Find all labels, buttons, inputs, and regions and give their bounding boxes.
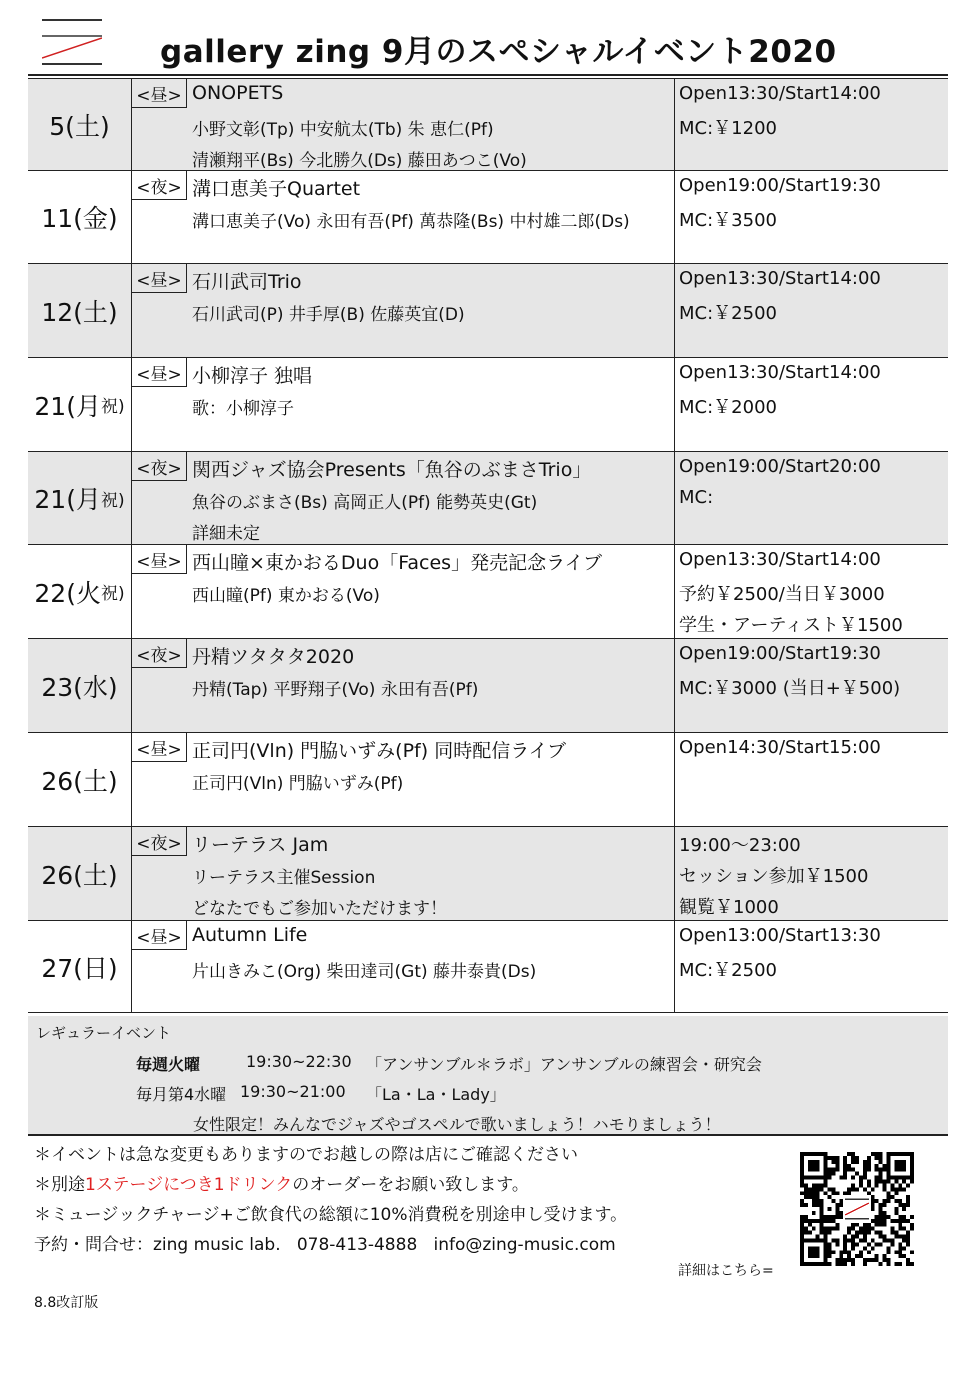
event-row xyxy=(28,264,948,358)
event-time-tag: <夜> xyxy=(132,827,187,856)
contact-info: 予約・問合せ：zing music lab. 078-413-4888 info@zing-music.com xyxy=(34,1235,616,1255)
event-date-main: 26(土) xyxy=(41,860,118,890)
event-date xyxy=(28,921,132,1012)
event-performers: 西山瞳(Pf) 東かおる(Vo) xyxy=(192,586,380,606)
event-time-tag: <昼> xyxy=(132,264,187,293)
event-info-line: MC:￥2500 xyxy=(679,960,777,981)
event-info xyxy=(675,921,948,1012)
event-performers: リーテラス主催Session xyxy=(192,868,376,888)
event-info-line: Open19:00/Start20:00 xyxy=(679,456,881,477)
event-info-line: Open13:30/Start14:00 xyxy=(679,362,881,383)
event-details xyxy=(132,639,675,732)
event-time-tag: <夜> xyxy=(132,452,187,481)
event-time-tag: <昼> xyxy=(132,79,187,108)
event-date-main: 23(水) xyxy=(41,672,118,702)
event-details xyxy=(132,79,675,170)
page-title: gallery zing 9月のスペシャルイベント2020 xyxy=(160,34,837,70)
event-time-tag: <昼> xyxy=(132,358,187,387)
event-info xyxy=(675,733,948,826)
event-time-tag: <夜> xyxy=(132,171,187,200)
event-title: リーテラス Jam xyxy=(192,834,329,856)
event-performers: 丹精(Tap) 平野翔子(Vo) 永田有吾(Pf) xyxy=(192,680,479,700)
event-row xyxy=(28,78,948,171)
event-info-line: Open19:00/Start19:30 xyxy=(679,643,881,664)
event-info-line: MC:￥2500 xyxy=(679,303,777,324)
note-drink-suffix: のオーダーをお願い致します。 xyxy=(292,1175,529,1195)
event-info-line: Open14:30/Start15:00 xyxy=(679,737,881,758)
event-performers: 詳細未定 xyxy=(192,524,260,544)
event-date xyxy=(28,358,132,451)
event-date xyxy=(28,827,132,920)
event-details xyxy=(132,358,675,451)
event-info-line: MC:￥3500 xyxy=(679,210,777,231)
event-date-main: 22(火 xyxy=(34,578,101,608)
event-title: 関西ジャズ協会Presents「魚谷のぶまさTrio」 xyxy=(192,459,592,481)
event-date-main: 26(土) xyxy=(41,766,118,796)
gallery-zing-logo xyxy=(42,18,102,66)
event-info xyxy=(675,452,948,544)
event-performers: 石川武司(P) 井手厚(B) 佐藤英宜(D) xyxy=(192,305,465,325)
event-row xyxy=(28,921,948,1013)
event-info xyxy=(675,171,948,263)
event-info-line: 学生・アーティスト￥1500 xyxy=(679,615,903,636)
regular-note: 女性限定！みんなでジャズやゴスペルで歌いましょう！ハモりましょう！ xyxy=(193,1115,721,1134)
event-date-main: 11(金) xyxy=(41,204,118,233)
event-info-line: MC:￥3000 (当日+￥500) xyxy=(679,678,901,699)
event-row xyxy=(28,358,948,452)
regular-day-2: 毎月第4水曜 xyxy=(136,1085,227,1104)
event-details xyxy=(132,827,675,920)
event-details xyxy=(132,264,675,357)
qr-code[interactable] xyxy=(800,1152,914,1266)
title-rule xyxy=(28,74,948,76)
event-date xyxy=(28,545,132,638)
event-time-tag: <夜> xyxy=(132,639,187,668)
regular-heading: レギュラーイベント xyxy=(36,1024,172,1042)
event-date-holiday: 祝) xyxy=(100,490,125,511)
event-info-line: Open13:30/Start14:00 xyxy=(679,268,881,289)
event-time-tag: <昼> xyxy=(132,733,187,762)
event-time-tag: <昼> xyxy=(132,921,187,950)
event-row xyxy=(28,452,948,545)
event-info-line: Open19:00/Start19:30 xyxy=(679,175,881,196)
event-info xyxy=(675,358,948,451)
event-title: 正司円(Vln) 門脇いずみ(Pf) 同時配信ライブ xyxy=(192,740,567,762)
event-performers: どなたでもご参加いただけます！ xyxy=(192,899,447,919)
event-row xyxy=(28,545,948,639)
event-info xyxy=(675,264,948,357)
regular-desc-1: 「アンサンブル＊ラボ」アンサンブルの練習会・研究会 xyxy=(366,1055,762,1074)
event-date-main: 21(月 xyxy=(34,391,101,421)
event-info-line: MC:￥2000 xyxy=(679,397,777,418)
event-title: 丹精ツタタタ2020 xyxy=(192,646,355,668)
event-info xyxy=(675,545,948,638)
event-date xyxy=(28,733,132,826)
event-info-line: MC: xyxy=(679,487,714,508)
event-info xyxy=(675,827,948,920)
event-title: Autumn Life xyxy=(192,924,308,946)
event-date-holiday: 祝) xyxy=(100,584,125,604)
event-info-line: 予約￥2500/当日￥3000 xyxy=(679,584,885,605)
event-details xyxy=(132,171,675,263)
schedule-table xyxy=(28,78,948,1013)
version-label: 8.8改訂版 xyxy=(34,1295,99,1311)
event-title: 石川武司Trio xyxy=(192,271,302,293)
event-details xyxy=(132,452,675,544)
event-performers: 清瀬翔平(Bs) 今北勝久(Ds) 藤田あつこ(Vo) xyxy=(192,151,527,171)
event-date xyxy=(28,171,132,263)
regular-events xyxy=(28,1016,948,1136)
event-date xyxy=(28,639,132,732)
event-row xyxy=(28,733,948,827)
event-row xyxy=(28,171,948,264)
event-info-line: Open13:00/Start13:30 xyxy=(679,925,881,946)
event-title: ONOPETS xyxy=(192,82,284,104)
note-drink-highlight: 1ステージにつき1ドリンク xyxy=(85,1175,293,1195)
regular-time-2: 19:30~21:00 xyxy=(240,1082,346,1101)
event-row xyxy=(28,639,948,733)
note-change: ＊イベントは急な変更もありますのでお越しの際は店にご確認ください xyxy=(34,1145,578,1165)
event-performers: 歌：小柳淳子 xyxy=(192,399,294,419)
regular-time-1: 19:30~22:30 xyxy=(246,1052,352,1071)
event-row xyxy=(28,827,948,921)
event-details xyxy=(132,921,675,1012)
event-info-line: 観覧￥1000 xyxy=(679,897,779,918)
event-date xyxy=(28,79,132,170)
qr-caption: 詳細はこちら= xyxy=(678,1263,774,1279)
event-performers: 正司円(Vln) 門脇いずみ(Pf) xyxy=(192,774,404,794)
event-performers: 溝口恵美子(Vo) 永田有吾(Pf) 萬恭隆(Bs) 中村雄二郎(Ds) xyxy=(192,212,630,232)
event-date xyxy=(28,264,132,357)
event-details xyxy=(132,545,675,638)
regular-desc-2: 「La・La・Lady」 xyxy=(366,1085,506,1104)
note-tax: ＊ミュージックチャージ+ご飲食代の総額に10%消費税を別途申し受けます。 xyxy=(34,1205,628,1225)
event-performers: 魚谷のぶまさ(Bs) 高岡正人(Pf) 能勢英史(Gt) xyxy=(192,493,538,513)
event-title: 西山瞳×東かおるDuo「Faces」発売記念ライブ xyxy=(192,552,602,574)
event-details xyxy=(132,733,675,826)
event-time-tag: <昼> xyxy=(132,545,187,574)
event-info xyxy=(675,639,948,732)
event-date-main: 21(月 xyxy=(34,485,101,514)
event-date-main: 27(日) xyxy=(41,953,118,983)
note-drink xyxy=(34,1170,529,1195)
event-title: 溝口恵美子Quartet xyxy=(192,178,361,200)
event-info xyxy=(675,79,948,170)
regular-day-1: 毎週火曜 xyxy=(136,1055,201,1074)
event-info-line: MC:￥1200 xyxy=(679,118,777,139)
event-performers: 小野文彰(Tp) 中安航太(Tb) 朱 恵仁(Pf) xyxy=(192,120,494,140)
event-performers: 片山きみこ(Org) 柴田達司(Gt) 藤井泰貴(Ds) xyxy=(192,962,537,982)
event-info-line: Open13:30/Start14:00 xyxy=(679,83,881,104)
event-info-line: Open13:30/Start14:00 xyxy=(679,549,881,570)
event-date xyxy=(28,452,132,544)
event-date-holiday: 祝) xyxy=(100,397,125,417)
note-drink-prefix: ＊別途 xyxy=(34,1175,85,1195)
event-date-main: 5(土) xyxy=(49,111,110,141)
event-info-line: セッション参加￥1500 xyxy=(679,866,869,887)
event-title: 小柳淳子 独唱 xyxy=(192,365,313,387)
event-date-main: 12(土) xyxy=(41,297,118,327)
event-info-line: 19:00〜23:00 xyxy=(679,835,801,856)
